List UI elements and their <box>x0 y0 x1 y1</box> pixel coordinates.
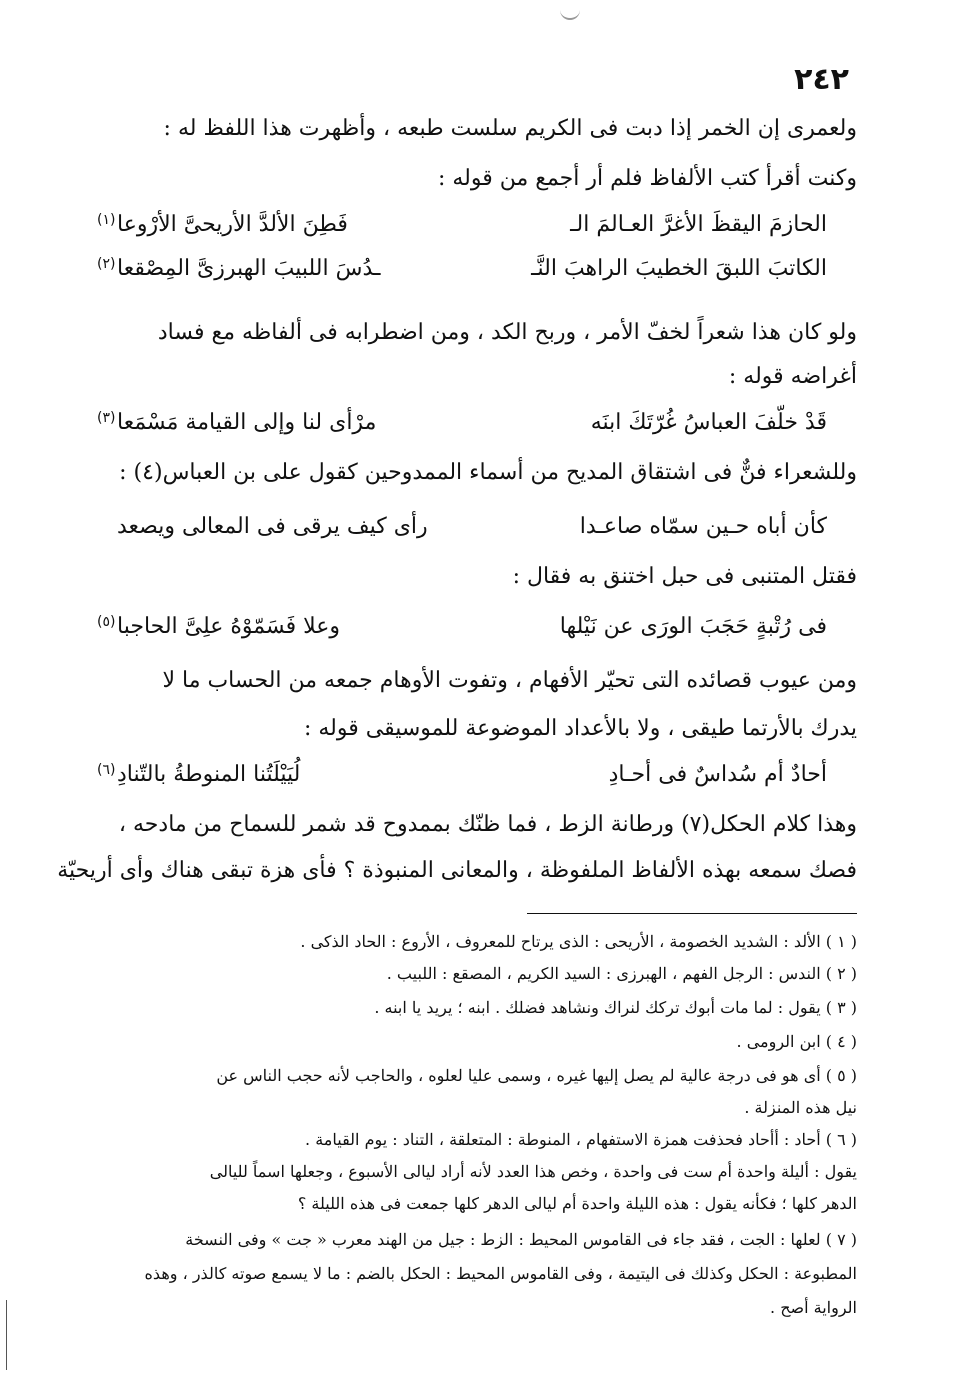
paragraph-line: وهذا كلام الحكل(٧) ورطانة الزط ، فما ظنّك بممدوح قد شمر للسماح من مادحه ، <box>118 812 857 837</box>
paragraph-line: ومن عيوب قصائده التى تحيّر الأفهام ، وتفوت الأوهام جمعه من الحساب ما لا <box>162 668 857 693</box>
binding-mark <box>560 0 580 20</box>
footnote: ( ٥ ) أى هو فى درجة عالية لم يصل إليها غيره ، وسمى عليا لعلوه ، والحاجب لأنه حجب الناس عن <box>216 1066 857 1085</box>
footnote-continuation: نيل هذه المنزلة . <box>744 1098 857 1117</box>
verse-line <box>97 410 857 446</box>
footnote-continuation: يقول : أليلة واحدة أم ست فى واحدة ، وخص هذا العدد لأنه أراد ليالى الأسبوع ، وجعلها اسماً لليالى <box>209 1162 857 1181</box>
footnote: ( ١ ) الألد : الشديد الخصومة ، الأريحى : الذى يرتاح للمعروف ، الأروع : الحاد الذكى . <box>300 932 857 951</box>
paragraph-line: ولعمرى إن الخمر إذا دبت فى الكريم سلست طبعه ، وأظهرت هذا اللفظ له : <box>163 116 857 141</box>
footnote-ref: (٣) <box>97 410 116 426</box>
verse-line <box>97 514 857 550</box>
verse-second-hemistich: وعلا فَسَمّوْهُ علِىَّ الحاجبا <box>117 614 341 639</box>
footnote-ref: (١) <box>97 212 116 228</box>
verse-second-hemistich: فَطِنَ الألدَّ الأريحىَّ الأرْوعا <box>117 212 348 237</box>
footnote-continuation: المطبوعة : الحكل وكذلك فى اليتيمة ، وفى القاموس المحيط : الحكل بالضم : ما لا يسمع صوته كالذر ، وهذه <box>144 1264 857 1283</box>
verse-first-hemistich: الحازمَ اليقظَ الأغرَّ العـالمَ الـ <box>570 212 827 237</box>
verse-line <box>97 762 857 798</box>
paragraph-line: وللشعراء فنٌّ فى اشتقاق المديح من أسماء الممدوحين كقول على بن العباس(٤) : <box>119 460 857 485</box>
page-number: ٢٤٢ <box>794 62 849 97</box>
footnote-ref: (٥) <box>97 614 116 630</box>
footnote-continuation: الرواية أصح . <box>770 1298 857 1317</box>
verse-first-hemistich: الكاتبَ اللبقَ الخطيبَ الراهبَ النَّـ <box>531 256 827 281</box>
paragraph-line: فقتل المتنبى فى حبل اختنق به فقال : <box>512 564 857 589</box>
verse-first-hemistich: قَدْ خلّفَ العباسُ غُرّتَكَ ابنَه <box>590 410 827 435</box>
footnote: ( ٢ ) الندس : الرجل الفهم ، الهبرزى : السيد الكريم ، المصقع : اللبيب . <box>386 964 857 983</box>
verse-second-hemistich: مرْأى لنا وإلى القيامة مَسْمَعا <box>117 410 377 435</box>
paragraph-line: يدرك بالأرتما طيقى ، ولا بالأعداد الموضوعة للموسيقى قوله : <box>303 716 857 741</box>
footnote-ref: (٦) <box>97 762 116 778</box>
verse-line <box>97 614 857 650</box>
paragraph-line: ولو كان هذا شعراً لخفّ الأمر ، وربح الكد ، ومن اضطرابه فى ألفاظه مع فساد <box>157 320 857 345</box>
verse-first-hemistich: كأن أباه حـين سمّاه صاعـدا <box>579 514 827 539</box>
verse-second-hemistich: ـدُسَ اللبيبَ الهبرزىَّ المِصْقعا <box>117 256 381 281</box>
footnote: ( ٦ ) أحاد : أأحاد فحذفت همزة الاستفهام ، المنوطة : المتعلقة ، التناد : يوم القيامة . <box>305 1130 857 1149</box>
footnote: ( ٣ ) يقول : لما مات أبوك تركك لنراك ونشاهد فضلك . ابنه ؛ يريد يا ابنه . <box>374 998 857 1017</box>
verse-first-hemistich: أحادٌ أم سُداسٌ فى أحـادِ <box>608 762 827 787</box>
paragraph-line: وكنت أقرأ كتب الألفاظ فلم أر أجمع من قوله : <box>437 166 857 191</box>
paragraph-line: أغراضه قوله : <box>728 364 857 389</box>
footnote: ( ٤ ) ابن الرومى . <box>736 1032 857 1051</box>
footnote-continuation: الدهر كلها ؛ فكأنه يقول : هذه الليلة واحدة أم ليالى الدهر كلها جمعت فى هذه الليلة ؟ <box>297 1194 857 1213</box>
footnote: ( ٧ ) لعلها : الجت ، فقد جاء فى القاموس المحيط : الزط : جيل من الهند معرب « جت » وفى النسخة <box>185 1230 857 1249</box>
footnote-separator <box>527 913 857 914</box>
verse-second-hemistich: لُيَيْلَتُنا المنوطةُ بالتّنادِ <box>117 762 301 787</box>
footnote-ref: (٢) <box>97 256 116 272</box>
verse-line <box>97 212 857 248</box>
verse-line <box>97 256 857 292</box>
verse-second-hemistich: رأى كيف يرقى فى المعالى ويصعد <box>117 514 428 539</box>
scan-edge <box>6 1300 7 1370</box>
verse-first-hemistich: فى رُتْبةٍ حَجَبَ الورَى عن نَيْلها <box>559 614 827 639</box>
paragraph-line: فصك سمعه بهذه الألفاظ الملفوظة ، والمعانى المنبوذة ؟ فأى هزة تبقى هناك وأى أريحيّة <box>57 858 857 883</box>
